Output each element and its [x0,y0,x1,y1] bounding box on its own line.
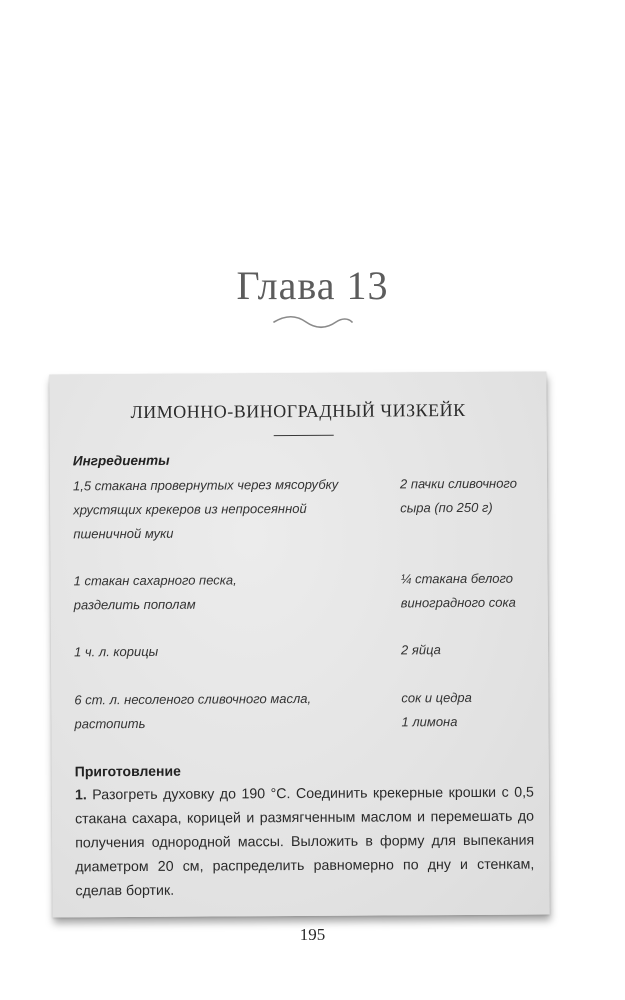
step-number: 1. [74,787,87,804]
ingredient-item: сок и цедра 1 лимона [401,689,472,730]
ingredient-item: 2 яйца [400,642,441,658]
recipe-title: ЛИМОННО-ВИНОГРАДНЫЙ ЧИЗКЕЙК [130,399,466,423]
ingredient-item: 1 ч. л. корицы [73,643,159,660]
flourish-ornament-icon [272,313,354,331]
ingredient-item: ¼ стакана белого виноградного сока [400,570,516,611]
ingredient-item: 2 пачки сливочного сыра (по 250 г) [399,475,517,516]
ingredient-item: 1 стакан сахарного песка, разделить пополам [73,572,237,613]
preparation-step [75,781,535,904]
ingredient-item: 1,5 стакана провернутых через мясорубку хрустящих крекеров из непросеянной пшеничной муки [72,476,339,542]
title-divider [274,435,334,436]
chapter-title: Глава 13 [236,263,389,308]
ingredient-item: 6 ст. л. несоленого сливочного масла, растопить [74,690,312,732]
page-number: 195 [299,925,326,944]
step-text: Разогреть духовку до 190 °C. Соединить крекерные крошки с 0,5 стакана сахара, корицей и размягченным маслом и перемешать до получения однородной массы. Выложить в форму для выпекания диаметром 20 см, распределить равномерно по дну и стенкам, сделав бортик. [75,784,535,900]
ingredients-heading: Ингредиенты [72,452,170,469]
preparation-heading: Приготовление [74,762,181,780]
recipe-card [49,371,549,917]
